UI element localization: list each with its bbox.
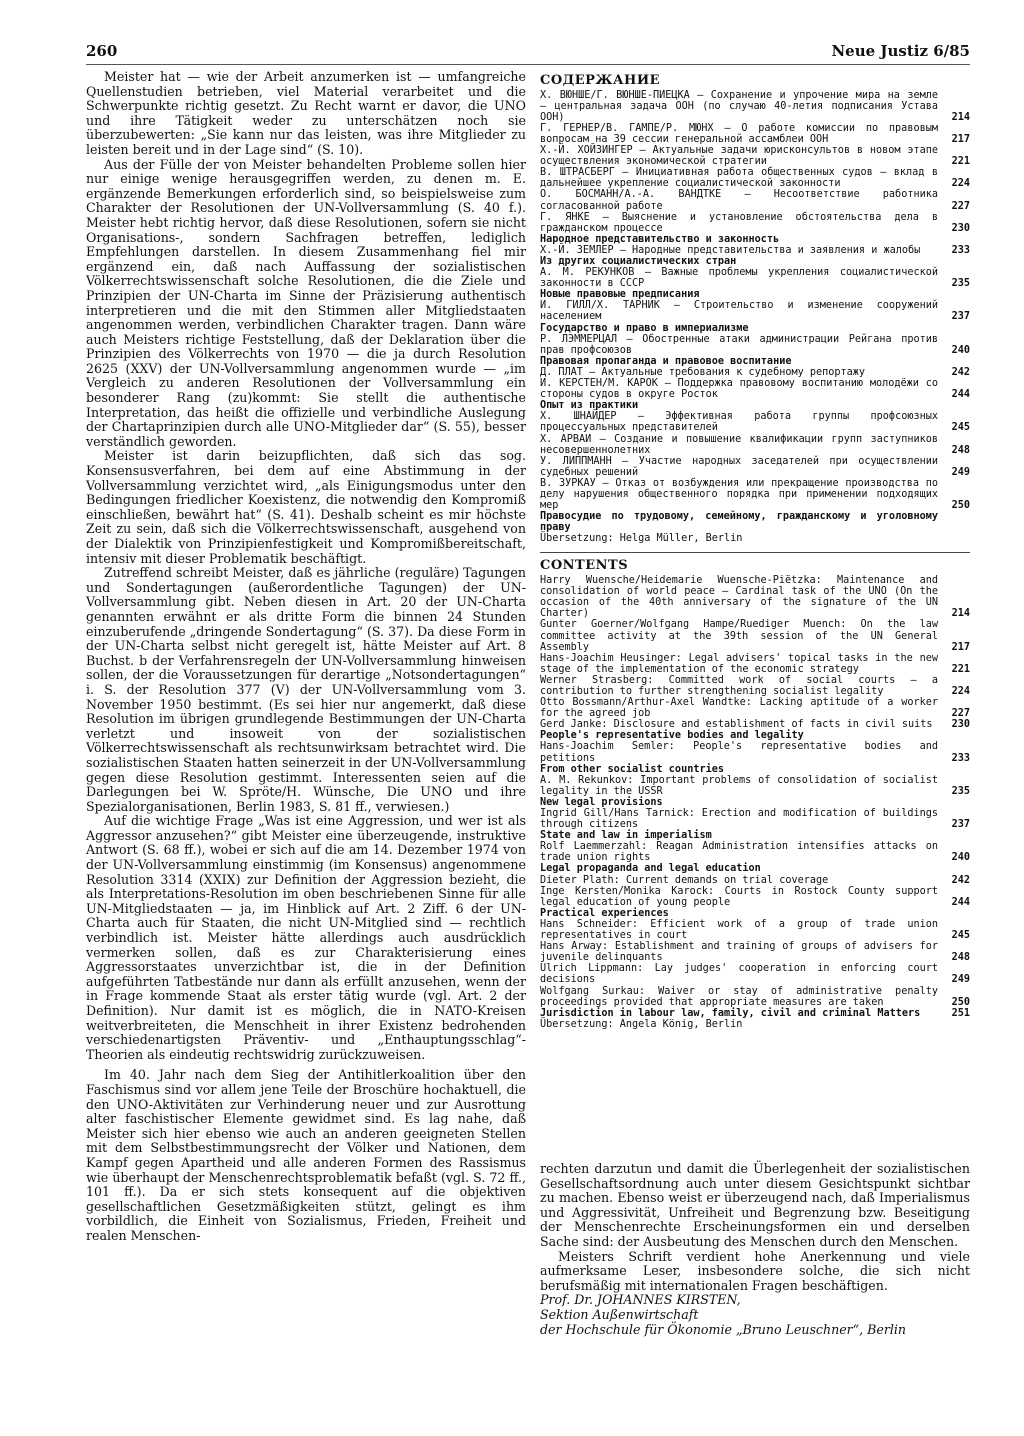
toc-entry-page: 245 [951, 422, 970, 434]
toc-entry-text: Народное представительство и законность [540, 233, 780, 245]
toc-entry-text: People's representative bodies and legality [540, 730, 804, 742]
toc-entry-text: Опыт из практики [540, 400, 639, 412]
toc-entry-page: 237 [951, 819, 970, 831]
toc-entry-page: 251 [951, 1007, 970, 1019]
toc-entry-page: 233 [951, 244, 970, 256]
toc-entry-text: Х.-Й. ХОЙЗИНГЕР — Актуальные задачи юрисконсультов в новом этапе осуществления экономической стратегии [540, 145, 938, 168]
toc-entry-text: Hans-Joachim Heusinger: Legal advisers' topical tasks in the new stage of the implementation of the economic strategy [540, 652, 938, 675]
toc-entry [540, 167, 970, 189]
toc-entry-page: 240 [951, 344, 970, 356]
toc-entry-page: 244 [951, 389, 970, 401]
toc-entry-text: Otto Bossmann/Arthur-Axel Wandtke: Lacking aptitude of a worker for the agreed job [540, 697, 938, 720]
toc-entry [540, 675, 970, 697]
toc-entry [540, 619, 970, 652]
toc-section-heading [540, 863, 970, 874]
right-column [540, 70, 970, 1030]
toc-entry-page: 217 [951, 641, 970, 653]
toc-entry [540, 697, 970, 719]
article-continuation [540, 1162, 970, 1337]
toc-entry-text: From other socialist countries [540, 763, 725, 775]
toc-entry-page: 214 [951, 608, 970, 620]
author-institution: der Hochschule für Ökonomie „Bruno Leuschner“, Berlin [540, 1321, 907, 1337]
toc-entry-page: 224 [951, 178, 970, 190]
toc-section-heading [540, 323, 970, 334]
toc-entry-page: 248 [951, 444, 970, 456]
toc-entry [540, 123, 970, 145]
toc-entry-text: A. M. Rekunkov: Important problems of consolidation of socialist legality in the USSR [540, 774, 938, 797]
toc-entry-text: Harry Wuensche/Heidemarie Wuensche-Piëtzka: Maintenance and consolidation of world peace — Cardinal task of the UNO (On the occasion of the 40th anniversary of the signature of the UN Charter) [540, 575, 938, 620]
toc-entry-text: Practical experiences [540, 907, 669, 919]
toc-entry-text: Правосудие по трудовому, семейному, гражданскому и уголовному праву [540, 511, 938, 534]
toc-entry-text: Rolf Laemmerzahl: Reagan Administration intensifies attacks on trade union rights [540, 841, 938, 864]
toc-entry-text: Gunter Goerner/Wolfgang Hampe/Ruediger Muench: On the law committee activity at the 39th session of the UN General Assembly [540, 619, 938, 653]
toc-entry-page: 227 [951, 200, 970, 212]
toc-entry [540, 478, 970, 511]
toc-entry-text: Д. ПЛАТ — Актуальные требования к судебному репортажу [540, 366, 866, 378]
toc-section-heading [540, 830, 970, 841]
toc-entry [540, 90, 970, 123]
paragraph: Auf die wichtige Frage „Was ist eine Aggression, und wer ist als Aggressor anzusehen?“ gibt Meister eine überzeugende, instruktive Antwort (S. 68 ff.), wobei er sich auf die am 14. Dezember 1974 von der UN-Vollversammlung einstimmig (im Konsensus) angenommene Resolution 3314 (XXIX) zur Definition der Aggression bezieht, die als Interpretations-Resolution im oben beschriebenen Sinne für alle UN-Mitgliedstaaten — ja, im Hinblick auf Art. 2 Ziff. 6 der UN-Charta auch für Staaten, die nicht UN-Mitglied sind — rechtlich verbindlich ist. Meister hätte allerdings auch ausdrücklich vermerken sollen, daß es zur Charakterisierung eines Aggressorstaates unverzichtbar ist, die in der Definition aufgeführten Tatbestände nur dann als erfüllt anzusehen, wenn der in Frage kommende Staat als erster tätig wurde (vgl. Art. 2 der Definition). Nur damit ist es möglich, die in NATO-Kreisen weitverbreiteten, die Menschheit in ihrer Existenz bedrohenden verschiedenartigsten Präventiv- und „Enthauptungsschlag“-Theorien als eindeutig rechtswidrig zurückzuweisen. [86, 813, 526, 1062]
toc-ru-list [540, 90, 970, 534]
paragraph: Im 40. Jahr nach dem Sieg der Antihitlerkoalition über den Faschismus sind vor allem jene Teile der Broschüre hochaktuell, die den UNO-Aktivitäten zur Verhinderung neuer und zur Ausrottung alter faschistischer Elemente gewidmet sind. Es lag nahe, daß Meister sich hier ebenso wie auch an anderen geeigneten Stellen mit dem Selbstbestimmungsrecht der Völker und Nationen, dem Kampf gegen Apartheid und alle anderen Formen des Rassismus wie überhaupt der Menschenrechtsproblematik befaßt (vgl. S. 72 ff., 101 ff.). Da er sich stets konsequent auf die objektiven gesellschaftlichen Gesetzmäßigkeiten stützt, gelingt es ihm vorbildlich, die Einheit von Sozialismus, Frieden, Freiheit und realen Menschen- [86, 1067, 526, 1243]
toc-entry-text: Hans-Joachim Semler: People's representative bodies and petitions [540, 741, 938, 764]
toc-ru-title: СОДЕРЖАНИЕ [540, 73, 661, 88]
toc-entry [540, 775, 970, 797]
toc-entry-page: 233 [951, 752, 970, 764]
toc-entry-text: Ingrid Gill/Hans Tarnick: Erection and modification of buildings through citizens [540, 808, 938, 831]
toc-entry-text: Г. ЯНКЕ — Выяснение и установление обстоятельства дела в гражданском процессе [540, 211, 938, 234]
toc-entry-text: Государство и право в империализме [540, 322, 749, 334]
toc-entry [540, 334, 970, 356]
toc-en-list [540, 575, 970, 1019]
toc-entry-text: Правовая пропаганда и правовое воспитание [540, 355, 792, 367]
toc-entry-text: New legal provisions [540, 796, 663, 808]
toc-entry-text: У. ЛИППМАНН — Участие народных заседателей при осуществлении судебных решений [540, 455, 938, 478]
toc-section-heading [540, 797, 970, 808]
toc-entry-text: О. БОСМАНН/А.-А. ВАНДТКЕ — Несоответствие работника согласованной работе [540, 189, 938, 212]
toc-entry-text: И. ГИЛЛ/Х. ТАРНИК — Строительство и изменение сооружений населением [540, 300, 938, 323]
toc-section-heading [540, 730, 970, 741]
toc-ru-translator: Übersetzung: Helga Müller, Berlin [540, 533, 743, 545]
author-affiliation: Sektion Außenwirtschaft [540, 1306, 699, 1322]
toc-entry-text: Wolfgang Surkau: Waiver or stay of administrative penalty proceedings provided that appropriate measures are taken [540, 985, 938, 1008]
paragraph: rechten darzutun und damit die Überlegenheit der sozialistischen Gesellschaftsordnung auch unter diesem Gesichtspunkt sichtbar zu machen. Ebenso weist er überzeugend nach, daß Imperialismus und Aggressivität, Unfreiheit und Begrenzung bzw. Beseitigung der Menschenrechte Erscheinungsformen ein und derselben Sache sind: der Ausbeutung des Menschen durch den Menschen. [540, 1161, 970, 1249]
toc-entry [540, 886, 970, 908]
paragraph: Zutreffend schreibt Meister, daß es jährliche (reguläre) Tagungen und Sondertagungen (außerordentliche Tagungen) der UN-Vollversammlung gibt. Neben diesen in Art. 20 der UN-Charta genannten erwähnt er als dritte Form die binnen 24 Stunden einzuberufende „dringende Sondertagung“ (S. 37). Da diese Form in der UN-Charta selbst nicht geregelt ist, hätte Meister auf Art. 8 Buchst. b der Verfahrensregeln der UN-Vollversammlung hinweisen sollen, der die Voraussetzungen für derartige „Notsondertagungen“ i. S. der Resolution 377 (V) der UN-Vollversammlung vom 3. November 1950 bestimmt. (Es sei hier nur angemerkt, daß diese Resolution im übrigen grundlegende Bestimmungen der UN-Charta verletzt und insoweit von der sozialistischen Völkerrechtswissenschaft als rechtsunwirksam betrachtet wird. Die sozialistischen Staaten hatten seinerzeit in der UN-Vollversammlung gegen diese Resolution gestimmt. Interessenten seien auf die Darlegungen bei W. Spröte/H. Wünsche, Die UNO und ihre Spezialorganisationen, Berlin 1983, S. 81 ff., verwiesen.) [86, 565, 526, 814]
toc-entry-page: 227 [951, 708, 970, 720]
toc-section-heading [540, 400, 970, 411]
toc-entry [540, 411, 970, 433]
toc-entry-text: И. КЕРСТЕН/М. КАРОК — Поддержка правовому воспитанию молодёжи со стороны судов в округе Росток [540, 378, 938, 401]
toc-entry-text: Werner Strasberg: Committed work of social courts — a contribution to further strengthening socialist legality [540, 674, 938, 697]
left-column [86, 70, 526, 1244]
toc-entry-text: Р. ЛЭММЕРЦАЛ — Обостренные атаки администрации Рейгана против прав профсоюзов [540, 333, 938, 356]
toc-entry-text: А. М. РЕКУНКОВ — Важные проблемы укрепления социалистической законности в СССР [540, 267, 938, 290]
toc-entry [540, 808, 970, 830]
toc-entry-text: State and law in imperialism [540, 830, 712, 842]
toc-entry [540, 653, 970, 675]
toc-entry-page: 230 [951, 719, 970, 731]
paragraph: Meister ist darin beizupflichten, daß sich das sog. Konsensusverfahren, bei dem auf eine Abstimmung in der Vollversammlung verzichtet wird, „als Einigungsmodus unter den Bedingungen friedlicher Koexistenz, die notwendig den Kompromiß einschließen, bewährt hat“ (S. 41). Deshalb scheint es mir höchste Zeit zu sein, daß sich die Völkerrechtswissenschaft, ausgehend von der Dialektik von Prinzipienfestigkeit und Kompromißbereitschaft, intensiv mit dieser Problematik beschäftigt. [86, 448, 526, 566]
toc-entry-page: 224 [951, 685, 970, 697]
toc-section-heading [540, 1008, 970, 1019]
paragraph: Meister hat — wie der Arbeit anzumerken ist — umfangreiche Quellenstudien betrieben, viel Material verarbeitet und die Schwerpunkte richtig gesetzt. Zu Recht warnt er davor, die UNO und ihre Tätigkeit weder zu unterschätzen noch sie überzubewerten: „Sie kann nur das leisten, was ihre Mitglieder zu leisten bereit und in der Lage sind“ (S. 10). [86, 69, 526, 157]
toc-entry-page: 221 [951, 663, 970, 675]
toc-entry-page: 235 [951, 278, 970, 290]
journal-title: Neue Justiz 6/85 [831, 42, 970, 60]
toc-entry-text: В. ЗУРКАУ — Отказ от возбуждения или прекращение производства по делу нарушения общественного порядка при применении подходящих мер [540, 477, 938, 512]
toc-entry-page: 245 [951, 930, 970, 942]
toc-entry-page: 249 [951, 466, 970, 478]
toc-entry-page: 240 [951, 852, 970, 864]
toc-section-heading [540, 289, 970, 300]
toc-section-heading [540, 511, 970, 533]
toc-entry [540, 212, 970, 234]
toc-section-heading [540, 764, 970, 775]
toc-entry-text: Из других социалистических стран [540, 256, 737, 267]
toc-entry-page: 242 [951, 366, 970, 378]
toc-entry-text: Ulrich Lippmann: Lay judges' cooperation in enforcing court decisions [540, 963, 938, 986]
toc-entry [540, 919, 970, 941]
toc-entry [540, 378, 970, 400]
toc-entry-text: Jurisdiction in labour law, family, civil and criminal Matters [540, 1007, 921, 1019]
toc-entry-page: 214 [951, 111, 970, 123]
section-divider [540, 552, 970, 553]
toc-entry-page: 250 [951, 996, 970, 1008]
toc-section-heading [540, 234, 970, 245]
toc-entry [540, 189, 970, 211]
toc-entry-text: Х. ШНАЙДЕР — Эффективная работа группы профсоюзных процессуальных представителей [540, 411, 938, 434]
toc-entry-text: В. ШТРАСБЕРГ — Инициативная работа общественных судов — вклад в дальнейшее укрепление социалистической законности [540, 167, 938, 190]
toc-entry-page: 242 [951, 874, 970, 886]
toc-entry [540, 245, 970, 256]
toc-entry [540, 941, 970, 963]
paragraph: Meisters Schrift verdient hohe Anerkennung und viele aufmerksame Leser, insbesondere solche, die sich nicht berufsmäßig mit internationalen Fragen beschäftigen. [540, 1248, 970, 1293]
toc-entry [540, 741, 970, 763]
toc-entry-text: Inge Kersten/Monika Karock: Courts in Rostock County support legal education of young people [540, 885, 938, 908]
toc-entry-text: Х. ВЮНШЕ/Г. ВЮНШЕ-ПИЕЦКА — Сохранение и упрочение мира на земле — центральная задача ООН (по случаю 40-летия подписания Устава ООН) [540, 89, 938, 123]
toc-entry-page: 244 [951, 896, 970, 908]
toc-entry [540, 575, 970, 619]
toc-entry [540, 300, 970, 322]
paragraph: Aus der Fülle der von Meister behandelten Probleme sollen hier nur einige wenige herausgegriffen werden, zu denen m. E. ergänzende Bemerkungen erforderlich sind, so beispielsweise zum Charakter der Resolutionen der UN-Vollversammlung (S. 40 f.). Meister hebt richtig hervor, daß diese Resolutionen, sofern sie nicht Organisations-, sondern Sachfragen betreffen, lediglich Empfehlungen darstellen. In diesem Zusammenhang fiel mir ergänzend ein, daß nach Auffassung der sozialistischen Völkerrechtswissenschaft solche Resolutionen, die die Ziele und Prinzipien der UN-Charta im Sinne der Präzisierung authentisch interpretieren und die mit den Stimmen aller Mitgliedstaaten angenommen werden, verbindlichen Charakter tragen. Dann wäre auch Meisters richtige Feststellung, daß der Deklaration über die Prinzipien des Völkerrechts von 1970 — die ja durch Resolution 2625 (XXV) der UN-Vollversammlung angenommen wurde — „im Vergleich zu anderen Resolutionen der Vollversammlung ein besonderer Rang (zu)kommt: Sie stellt die authentische Interpretation, das heißt die offizielle und verbindliche Auslegung der Chartaprinzipien durch alle UNO-Mitglieder dar“ (S. 55), besser verständlich geworden. [86, 156, 526, 449]
toc-entry-text: Новые правовые предписания [540, 289, 700, 301]
toc-entry [540, 456, 970, 478]
toc-section-heading [540, 356, 970, 367]
toc-entry-page: 230 [951, 222, 970, 234]
toc-entry [540, 963, 970, 985]
toc-section-heading [540, 908, 970, 919]
toc-entry-text: Legal propaganda and legal education [540, 863, 761, 875]
toc-entry [540, 145, 970, 167]
toc-entry-page: 237 [951, 311, 970, 323]
header-rule [86, 64, 970, 65]
toc-entry-text: Х. АРВАИ — Создание и повышение квалификации групп заступников несовершеннолетних [540, 433, 938, 456]
toc-entry-page: 217 [951, 133, 970, 145]
toc-entry-page: 249 [951, 974, 970, 986]
toc-entry-page: 248 [951, 952, 970, 964]
toc-entry [540, 719, 970, 730]
toc-entry [540, 986, 970, 1008]
toc-entry-text: Г. ГЕРНЕР/В. ГАМПЕ/Р. МЮНХ — О работе комиссии по правовым вопросам на 39 сессии генеральной ассамблеи ООН [540, 122, 938, 145]
author-name: Prof. Dr. JOHANNES KIRSTEN, [540, 1292, 741, 1308]
toc-en-title: CONTENTS [540, 558, 629, 574]
toc-entry-text: Dieter Plath: Current demands on trial coverage [540, 874, 829, 886]
toc-entry-page: 235 [951, 785, 970, 797]
toc-entry-text: Hans Arway: Establishment and training of groups of advisers for juvenile delinquants [540, 941, 938, 964]
toc-entry [540, 875, 970, 886]
toc-entry-page: 221 [951, 156, 970, 168]
toc-entry [540, 367, 970, 378]
toc-entry [540, 434, 970, 456]
toc-entry-text: Hans Schneider: Efficient work of a group of trade union representatives in court [540, 918, 938, 942]
page-number: 260 [86, 42, 118, 60]
toc-entry [540, 267, 970, 289]
toc-entry-text: Gerd Janke: Disclosure and establishment of facts in civil suits [540, 719, 933, 731]
toc-section-heading [540, 256, 970, 267]
toc-entry-text: Х.-Й. ЗЕМЛЕР — Народные представительства и заявления и жалобы [540, 244, 921, 256]
toc-entry [540, 841, 970, 863]
toc-en-translator: Übersetzung: Angela König, Berlin [540, 1018, 743, 1030]
toc-entry-page: 250 [951, 500, 970, 512]
